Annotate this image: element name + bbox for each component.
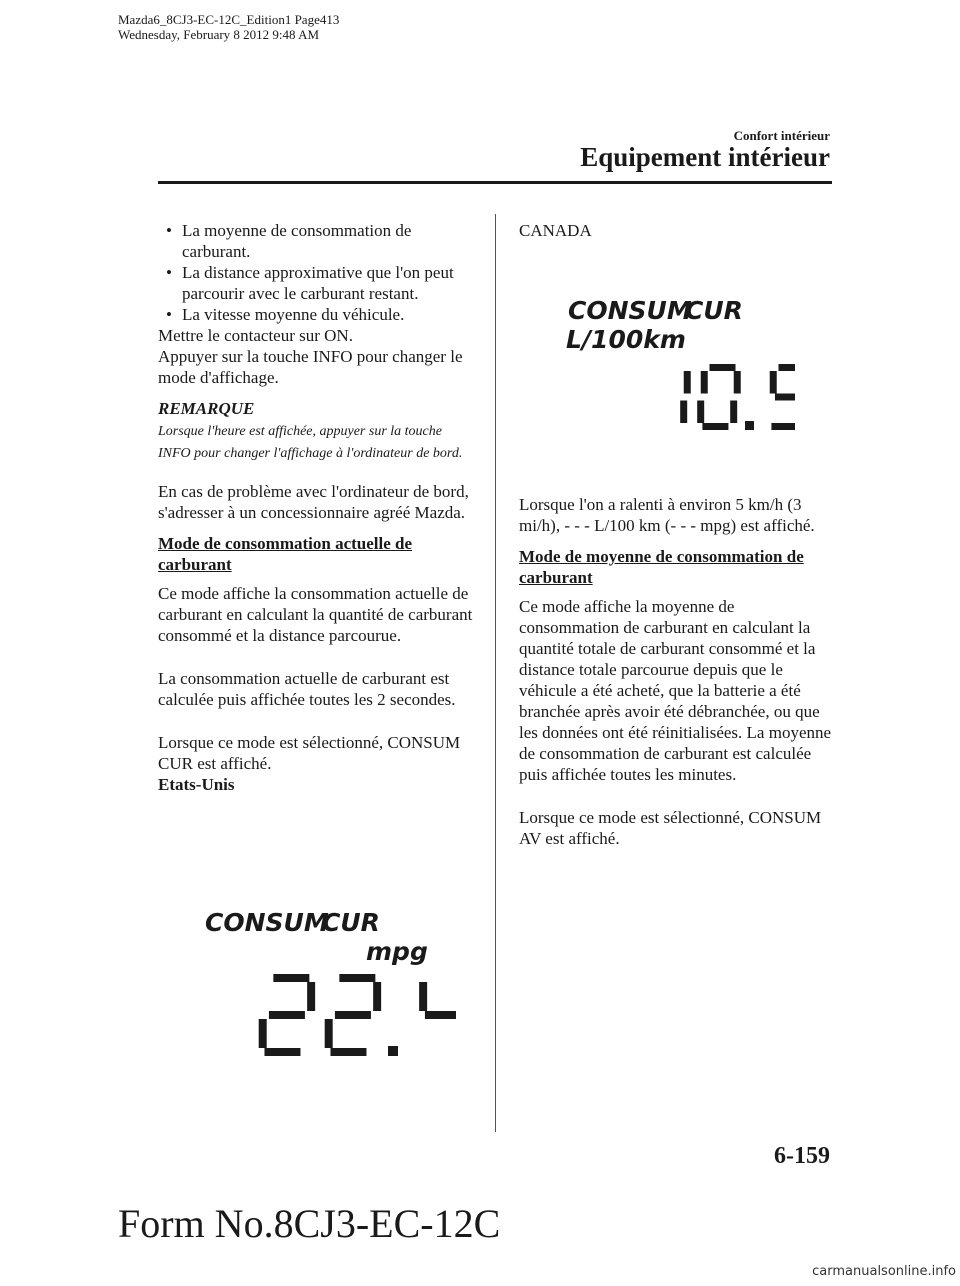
region-label-us: Etats-Unis: [158, 775, 235, 794]
instruction-info-button: Appuyer sur la touche INFO pour changer le mode d'affichage.: [158, 347, 463, 387]
lcd-segment: [779, 364, 796, 371]
lcd-segment: [339, 974, 375, 982]
bullet-icon: •: [166, 221, 172, 240]
region-label-canada: CANADA: [519, 221, 592, 240]
lcd-segment: [770, 371, 777, 394]
lcd-segment: [684, 371, 691, 394]
paragraph-average-1: Ce mode affiche la moyenne de consommation de carburant en calculant la quantité totale de carburant consommé et la distance totale parcourue depuis que le véhicule a été acheté, que la batterie a été branchée après avoir été débranchée, ou que les données ont été réinitialisées. La moyenne de consommation de carburant est calculée puis affichée toutes les minutes.: [519, 597, 832, 784]
bullet-item: • La vitesse moyenne du véhicule.: [166, 305, 405, 324]
lcd-segment: [335, 1011, 371, 1019]
lcd-unit-us: mpg: [366, 937, 428, 966]
lcd-label-cur-us: CUR: [322, 908, 380, 937]
subheading-current-consumption: Mode de consommation actuelle de carburant: [158, 534, 413, 574]
column-divider: [495, 214, 496, 1132]
problem-text: En cas de problème avec l'ordinateur de bord, s'adresser à un concessionnaire agréé Mazda.: [158, 482, 469, 522]
form-number: Form No.8CJ3-EC-12C: [118, 1201, 501, 1246]
lcd-segment: [330, 1048, 366, 1056]
lcd-segment: [775, 394, 795, 401]
section-label: Confort intérieur: [733, 128, 830, 143]
header-rule: [158, 181, 832, 184]
lcd-segment: [710, 364, 736, 371]
right-column-body: [519, 494, 834, 849]
lcd-segment: [680, 401, 687, 424]
lcd-decimal-point: [745, 421, 754, 430]
page-number: 6-159: [774, 1143, 830, 1169]
lcd-segment: [259, 1019, 267, 1048]
file-info-line-1: Mazda6_8CJ3-EC-12C_Edition1 Page413: [118, 12, 340, 27]
bullet-item: • La moyenne de consommation de carburant.: [166, 221, 412, 261]
idle-text: Lorsque l'on a ralenti à environ 5 km/h (3 mi/h), - - - L/100 km (- - - mpg) est affiché.: [519, 495, 815, 535]
lcd-segment: [373, 982, 381, 1011]
right-column: [519, 220, 834, 241]
lcd-label-consum-ca: CONSUM: [568, 296, 692, 325]
lcd-unit-ca: L/100km: [566, 325, 686, 354]
lcd-segment: [697, 401, 704, 424]
instruction-ignition: Mettre le contacteur sur ON.: [158, 326, 353, 345]
paragraph-current-3: Lorsque ce mode est sélectionné, CONSUM CUR est affiché.: [158, 733, 461, 773]
lcd-segment: [269, 1011, 305, 1019]
lcd-segment: [702, 423, 728, 430]
lcd-digits-us: [256, 974, 456, 1064]
lcd-segment: [273, 974, 309, 982]
lcd-label-consum-us: CONSUM: [205, 908, 329, 937]
lcd-segment: [701, 371, 708, 394]
file-info-line-2: Wednesday, February 8 2012 9:48 AM: [118, 27, 320, 42]
paragraph-average-2: Lorsque ce mode est sélectionné, CONSUM AV est affiché.: [519, 808, 822, 848]
file-info: [118, 12, 339, 42]
watermark: carmanualsonline.info: [812, 1264, 956, 1279]
lcd-segment: [425, 1011, 456, 1019]
bullet-icon: •: [166, 305, 172, 324]
lcd-label-cur-ca: CUR: [685, 296, 743, 325]
lcd-segment: [307, 982, 315, 1011]
lcd-decimal-point: [388, 1046, 398, 1056]
subheading-average-consumption: Mode de moyenne de consommation de carburant: [519, 547, 804, 587]
lcd-segment: [325, 1019, 333, 1048]
note-text: Lorsque l'heure est affichée, appuyer sur la touche INFO pour changer l'affichage à l'ordinateur de bord.: [158, 424, 463, 461]
left-column: [158, 220, 478, 795]
paragraph-current-2: La consommation actuelle de carburant est calculée puis affichée toutes les 2 secondes.: [158, 669, 456, 709]
lcd-segment: [771, 423, 795, 430]
bullet-icon: •: [166, 263, 172, 282]
chapter-title: Equipement intérieur: [580, 142, 830, 172]
note-title: REMARQUE: [158, 399, 255, 418]
paragraph-current-1: Ce mode affiche la consommation actuelle de carburant en calculant la quantité de carburant consommé et la distance parcourue.: [158, 584, 473, 645]
bullet-item: • La distance approximative que l'on peut parcourir avec le carburant restant.: [166, 263, 454, 303]
lcd-digits-ca: [645, 364, 795, 439]
lcd-segment: [730, 401, 737, 424]
lcd-segment: [734, 371, 741, 394]
lcd-segment: [264, 1048, 300, 1056]
lcd-segment: [419, 982, 427, 1011]
